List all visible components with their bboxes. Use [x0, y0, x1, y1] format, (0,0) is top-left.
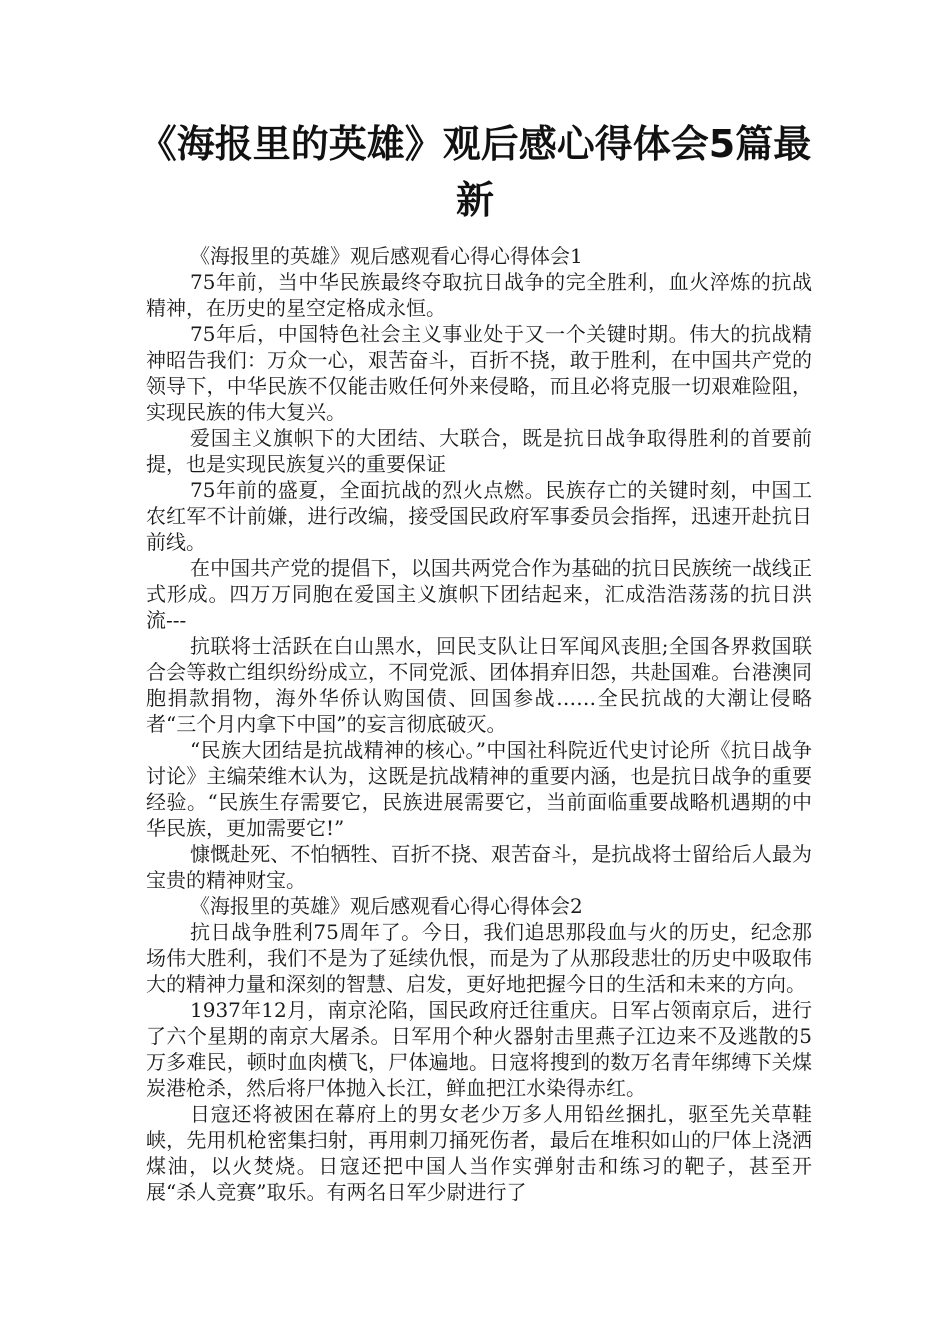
document-title: 《海报里的英雄》观后感心得体会5篇最新 — [138, 122, 812, 222]
section-heading: 《海报里的英雄》观后感观看心得心得体会1 — [190, 244, 583, 268]
section-heading: 《海报里的英雄》观后感观看心得心得体会2 — [190, 894, 583, 918]
paragraph: 75年前的盛夏，全面抗战的烈火点燃。民族存亡的关键时刻，中国工农红军不计前嫌，进行改编，接受国民政府军事委员会指挥，迅速开赴抗日前线。 — [146, 478, 812, 554]
paragraph: 在中国共产党的提倡下，以国共两党合作为基础的抗日民族统一战线正式形成。四万万同胞在爱国主义旗帜下团结起来，汇成浩浩荡荡的抗日洪流--- — [146, 556, 812, 632]
paragraph: 抗日战争胜利75周年了。今日，我们追思那段血与火的历史，纪念那场伟大胜利，我们不是为了延续仇恨，而是为了从那段悲壮的历史中吸取伟大的精神力量和深刻的智慧、启发，更好地把握今日的生活和未来的方向。 — [146, 920, 812, 996]
paragraph: 75年后，中国特色社会主义事业处于又一个关键时期。伟大的抗战精神昭告我们：万众一心，艰苦奋斗，百折不挠，敢于胜利，在中国共产党的领导下，中华民族不仅能击败任何外来侵略，而且必将克服一切艰难险阻，实现民族的伟大复兴。 — [146, 322, 812, 424]
paragraph: “民族大团结是抗战精神的核心。”中国社科院近代史讨论所《抗日战争讨论》主编荣维木认为，这既是抗战精神的重要内涵，也是抗日战争的重要经验。“民族生存需要它，民族进展需要它，当前面临重要战略机遇期的中华民族，更加需要它!” — [146, 738, 812, 840]
paragraph: 慷慨赴死、不怕牺牲、百折不挠、艰苦奋斗，是抗战将士留给后人最为宝贵的精神财宝。 — [146, 842, 812, 892]
paragraph: 75年前，当中华民族最终夺取抗日战争的完全胜利，血火淬炼的抗战精神，在历史的星空定格成永恒。 — [146, 270, 812, 320]
paragraph: 日寇还将被困在幕府上的男女老少万多人用铅丝捆扎，驱至先关草鞋峡，先用机枪密集扫射，再用刺刀捅死伤者，最后在堆积如山的尸体上浇洒煤油，以火焚烧。日寇还把中国人当作实弹射击和练习的靶子，甚至开展“杀人竞赛”取乐。有两名日军少尉进行了 — [146, 1102, 812, 1204]
document-body — [146, 243, 812, 1205]
paragraph: 1937年12月，南京沦陷，国民政府迁往重庆。日军占领南京后，进行了六个星期的南京大屠杀。日军用个种火器射击里燕子江边来不及逃散的5万多难民，顿时血肉横飞，尸体遍地。日寇将搜到的数万名青年绑缚下关煤炭港枪杀，然后将尸体抛入长江，鲜血把江水染得赤红。 — [146, 998, 812, 1100]
paragraph: 抗联将士活跃在白山黑水，回民支队让日军闻风丧胆;全国各界救国联合会等救亡组织纷纷成立，不同党派、团体捐弃旧怨，共赴国难。台港澳同胞捐款捐物，海外华侨认购国债、回国参战……全民抗战的大潮让侵略者“三个月内拿下中国”的妄言彻底破灭。 — [146, 634, 812, 736]
paragraph: 爱国主义旗帜下的大团结、大联合，既是抗日战争取得胜利的首要前提，也是实现民族复兴的重要保证 — [146, 426, 812, 476]
